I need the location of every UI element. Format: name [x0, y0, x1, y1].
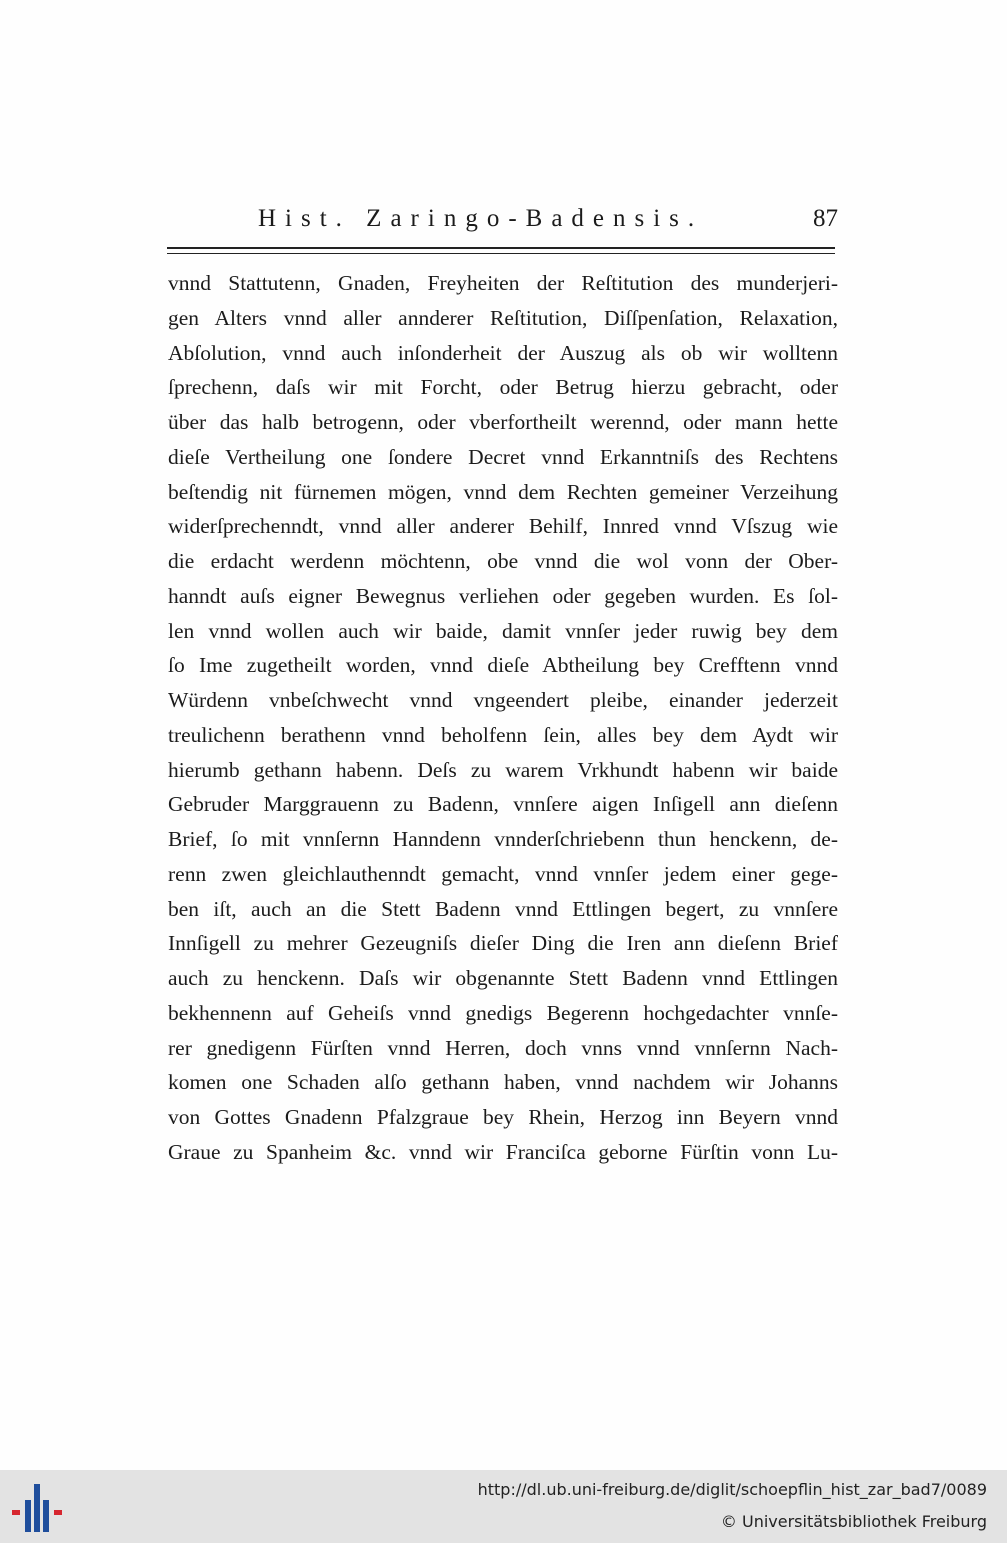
running-title: Hist. Zaringo-Badensis. — [258, 205, 704, 232]
text-line: ben iſt, auch an die Stett Badenn vnnd Ettlingen begert, zu vnnſere — [168, 896, 838, 921]
header-rule-thick — [167, 247, 835, 249]
running-head — [258, 205, 838, 239]
text-line: von Gottes Gnadenn Pfalzgraue bey Rhein, Herzog inn Beyern vnnd — [168, 1105, 838, 1129]
text-line: komen one Schaden alſo gethann haben, vnnd nachdem wir Johanns — [168, 1070, 838, 1095]
footer-bar — [0, 1470, 1007, 1543]
text-line: Brief, ſo mit vnnſernn Hanndenn vnnderſchriebenn thun henckenn, de- — [168, 827, 838, 851]
text-line: gen Alters vnnd aller annderer Reſtitution, Diſſpenſation, Relaxation, — [168, 305, 838, 330]
text-line: len vnnd wollen auch wir baide, damit vnnſer jeder ruwig bey dem — [168, 618, 838, 643]
text-line: renn zwen gleichlauthenndt gemacht, vnnd vnnſer jedem einer gege- — [168, 861, 838, 886]
text-line: widerſprechenndt, vnnd aller anderer Behilf, Innred vnnd Vſszug wie — [168, 514, 838, 539]
body-text — [168, 266, 838, 1170]
text-line: Gebruder Marggrauenn zu Badenn, vnnſere aigen Inſigell ann dieſenn — [168, 792, 838, 817]
text-line: Würdenn vnbeſchwecht vnnd vngeendert pleibe, einander jederzeit — [168, 688, 838, 712]
text-line: die erdacht werdenn möchtenn, obe vnnd die wol vonn der Ober- — [168, 549, 838, 573]
text-line: treulichenn berathenn vnnd beholfenn ſein, alles bey dem Aydt wir — [168, 722, 838, 747]
text-line: rer gnedigenn Fürſten vnnd Herren, doch vnns vnnd vnnſernn Nach- — [168, 1035, 838, 1060]
text-line: ſprechenn, daſs wir mit Forcht, oder Betrug hierzu gebracht, oder — [168, 375, 838, 400]
source-url-link[interactable]: http://dl.ub.uni-freiburg.de/diglit/schoepflin_hist_zar_bad7/0089 — [477, 1480, 987, 1499]
text-line: Innſigell zu mehrer Gezeugniſs dieſer Ding die Iren ann dieſenn Brief — [168, 931, 838, 956]
text-line: Graue zu Spanheim &c. vnnd wir Franciſca geborne Fürſtin vonn Lu- — [168, 1139, 838, 1164]
text-line: hanndt auſs eigner Bewegnus verliehen oder gegeben wurden. Es ſol- — [168, 583, 838, 608]
text-line: über das halb betrogenn, oder vberfortheilt werennd, oder mann hette — [168, 410, 838, 434]
text-line: beſtendig nit fürnemen mögen, vnnd dem Rechten gemeiner Verzeihung — [168, 479, 838, 504]
copyright-notice: © Universitätsbibliothek Freiburg — [720, 1512, 987, 1531]
header-rule-thin — [167, 253, 835, 254]
page-number: 87 — [813, 205, 838, 232]
text-line: auch zu henckenn. Daſs wir obgenannte Stett Badenn vnnd Ettlingen — [168, 966, 838, 990]
text-line: vnnd Stattutenn, Gnaden, Freyheiten der Reſtitution des munderjeri- — [168, 271, 838, 295]
text-line: Abſolution, vnnd auch inſonderheit der Auszug als ob wir wolltenn — [168, 340, 838, 365]
text-line: dieſe Vertheilung one ſondere Decret vnnd Erkanntniſs des Rechtens — [168, 444, 838, 469]
text-line: bekhennenn auf Geheiſs vnnd gnedigs Begerenn hochgedachter vnnſe- — [168, 1000, 838, 1025]
text-line: ſo Ime zugetheilt worden, vnnd dieſe Abtheilung bey Crefftenn vnnd — [168, 653, 838, 678]
ub-freiburg-logo-icon[interactable] — [8, 1480, 68, 1536]
text-line: hierumb gethann habenn. Deſs zu warem Vrkhundt habenn wir baide — [168, 757, 838, 782]
